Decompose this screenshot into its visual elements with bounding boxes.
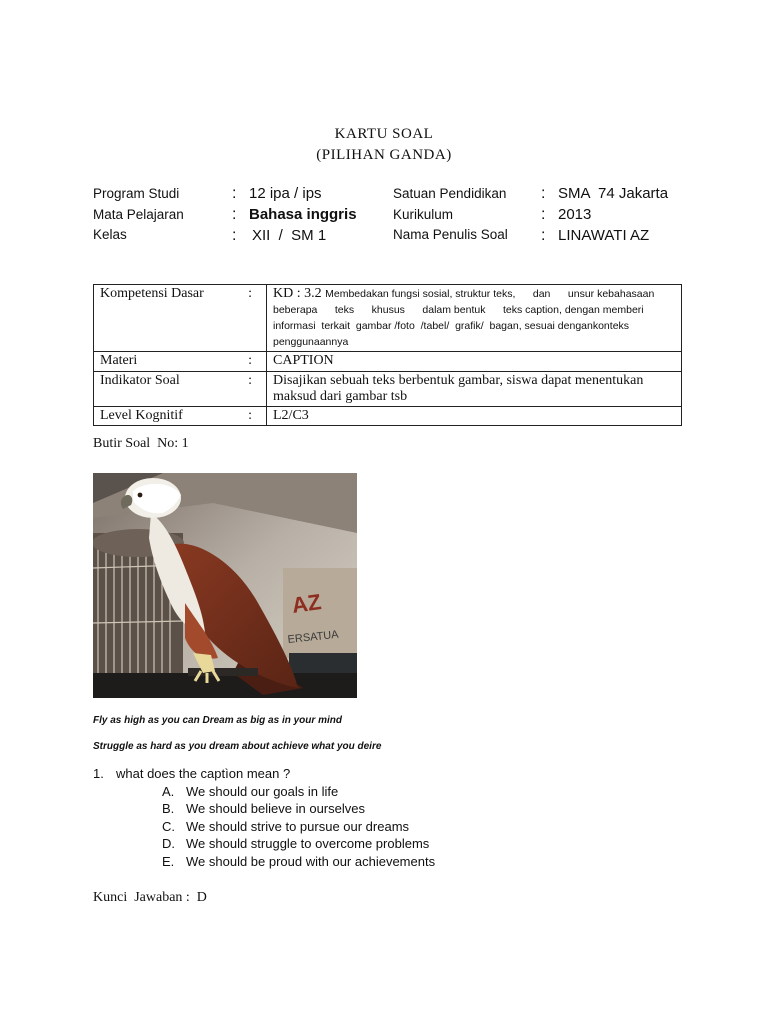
butir-soal-heading: Butir Soal No: 1 <box>93 436 189 451</box>
caption-line-2: Struggle as hard as you dream about achieve what you deire <box>93 741 382 752</box>
kd-number: KD : 3.2 <box>273 286 322 301</box>
colon: : <box>248 353 252 368</box>
question-number: 1. <box>93 766 104 781</box>
kd-table <box>93 284 682 426</box>
colon: : <box>248 373 252 388</box>
card-title: KARTU SOAL <box>334 126 434 142</box>
option-text: We should strive to pursue our dreams <box>186 819 410 834</box>
question-text: what does the captìon mean ? <box>116 766 291 781</box>
indikator-soal-value: Disajikan sebuah teks berbentuk gambar, siswa dapat menentukan maksud dari gambar tsb <box>267 372 682 407</box>
option-letter: B. <box>162 801 175 816</box>
program-studi-label: Program Studi <box>93 186 180 201</box>
svg-text:ERSATUA: ERSATUA <box>287 628 340 646</box>
table-row <box>94 352 682 372</box>
mata-pelajaran-value: Bahasa inggris <box>249 206 357 223</box>
kelas-label: Kelas <box>93 227 127 242</box>
table-row <box>94 407 682 426</box>
colon: : <box>232 185 237 202</box>
colon: : <box>541 206 546 223</box>
option-letter: A. <box>162 784 175 799</box>
option-text: We should be proud with our achievements <box>186 854 436 869</box>
eagle-photo <box>93 473 357 698</box>
table-key-cell <box>94 352 267 372</box>
table-key-cell <box>94 285 267 352</box>
table-key-cell <box>94 407 267 426</box>
table-value-cell <box>267 285 682 352</box>
level-kognitif-value: L2/C3 <box>267 407 682 426</box>
colon: : <box>248 286 252 301</box>
program-studi-value: 12 ipa / ips <box>249 185 322 202</box>
option-text: We should struggle to overcome problems <box>186 836 430 851</box>
kompetensi-dasar-value: Membedakan fungsi sosial, struktur teks, dan unsur kebahasaan beberapa teks khusus dalam bentuk teks caption, dengan memberi informasi terkait gambar /foto /tabel/ grafik/ bagan, sesuai dengankonteks penggunaannya <box>273 288 658 348</box>
option-text: We should believe in ourselves <box>186 801 365 816</box>
materi-value: CAPTION <box>267 352 682 372</box>
caption-line-1: Fly as high as you can Dream as big as in your mind <box>93 715 342 726</box>
option-text: We should our goals in life <box>186 784 339 799</box>
table-row <box>94 285 682 352</box>
answer-key: Kunci Jawaban : D <box>93 890 207 905</box>
card-subtitle: (PILIHAN GANDA) <box>316 147 452 163</box>
kurikulum-label: Kurikulum <box>393 207 454 222</box>
satuan-pendidikan-value: SMA 74 Jakarta <box>558 185 669 202</box>
satuan-pendidikan-label: Satuan Pendidikan <box>393 186 507 201</box>
option-letter: E. <box>162 854 175 869</box>
table-key-cell <box>94 372 267 407</box>
colon: : <box>248 408 252 423</box>
colon: : <box>541 185 546 202</box>
nama-penulis-value: LINAWATI AZ <box>558 227 650 244</box>
colon: : <box>232 206 237 223</box>
svg-text:AZ: AZ <box>290 589 323 618</box>
colon: : <box>541 227 546 244</box>
materi-label: Materi <box>100 353 138 368</box>
kurikulum-value: 2013 <box>558 206 592 223</box>
mata-pelajaran-label: Mata Pelajaran <box>93 207 184 222</box>
level-kognitif-label: Level Kognitif <box>100 408 183 423</box>
option-letter: C. <box>162 819 175 834</box>
kompetensi-dasar-label: Kompetensi Dasar <box>100 286 204 301</box>
table-row <box>94 372 682 407</box>
option-letter: D. <box>162 836 175 851</box>
indikator-soal-label: Indikator Soal <box>100 373 180 388</box>
kelas-value: XII / SM 1 <box>252 227 327 244</box>
nama-penulis-label: Nama Penulis Soal <box>393 227 508 242</box>
colon: : <box>232 227 237 244</box>
